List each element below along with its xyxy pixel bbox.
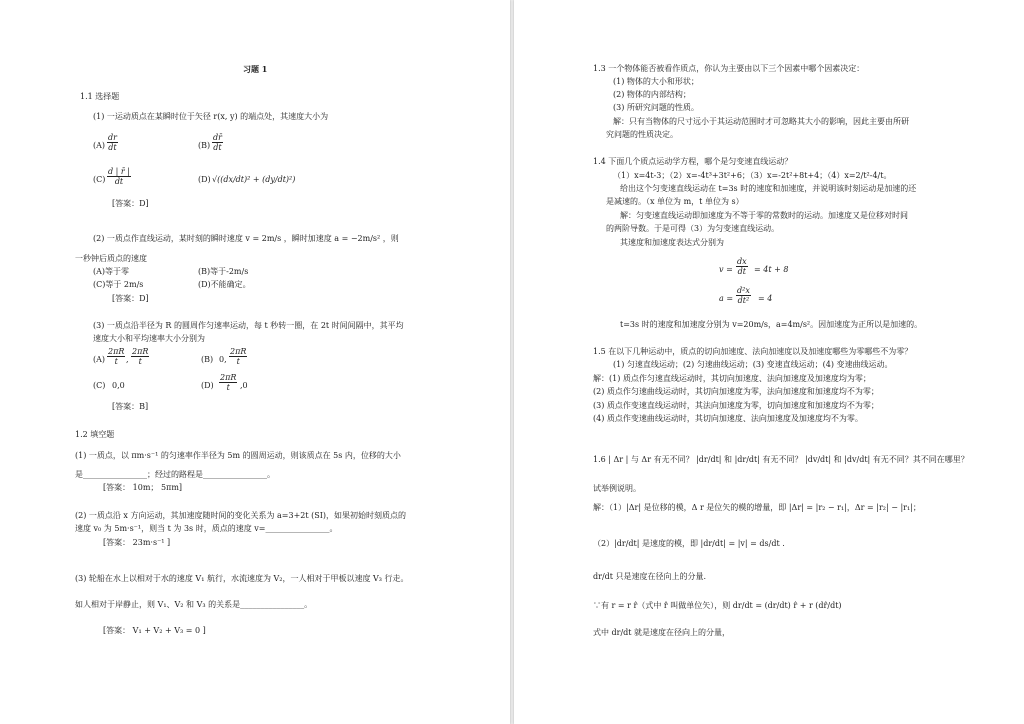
problem-1-3-answer-1: 解：只有当物体的尺寸远小于其运动范围时才可忽略其大小的影响，因此主要由所研 xyxy=(613,117,909,126)
problem-1-6-answer-5: 式中 dr/dt 就是速度在径向上的分量， xyxy=(593,628,731,637)
fill-1-answer: [答案： 10m； 5πm] xyxy=(103,483,183,492)
option-d-expression: √((dx/dt)² + (dy/dt)²) xyxy=(212,175,296,184)
velocity-eq-rhs: = 4t + 8 xyxy=(754,265,789,274)
option-d-suffix: ,0 xyxy=(240,381,248,390)
option-b-fraction: 2πR t xyxy=(230,347,247,366)
problem-1-6-answer-1: 解：（1）|Δr| 是位移的模，Δ r 是位矢的模的增量，即 |Δr| = |r₂ − r₁|，Δr = |r₂| − |r₁|； xyxy=(593,503,921,512)
option-c: (C)等于 2m/s xyxy=(93,280,144,289)
problem-1-3-item-2: (2) 物体的内部结构； xyxy=(613,90,691,99)
fill-3-line-2: 如人相对于岸静止，则 V₁、V₂ 和 V₃ 的关系是________________。 xyxy=(75,600,313,609)
problem-1-4-line-5: 解：匀变速直线运动即加速度为不等于零的常数时的运动。加速度又是位移对时间 xyxy=(620,211,908,220)
question-2-stem: (2) 一质点作直线运动，某时刻的瞬时速度 v = 2m/s ，瞬时加速度 a = −2m/s² ，则 xyxy=(93,234,399,243)
option-b-prefix: 0, xyxy=(219,355,227,364)
problem-1-5-stem: 1.5 在以下几种运动中，质点的切向加速度、法向加速度以及加速度哪些为零哪些不为零？ xyxy=(593,347,913,356)
option-c-label: (C) xyxy=(93,381,106,390)
option-b: (B)等于-2m/s xyxy=(198,267,249,276)
page-title: 习题 1 xyxy=(243,64,268,74)
problem-1-6-answer-2: （2）|dr/dt| 是速度的模，即 |dr/dt| = |v| = ds/dt . xyxy=(593,539,785,548)
option-b-fraction: dr̄ dt xyxy=(213,133,222,152)
question-2-answer: [答案：D] xyxy=(112,294,149,303)
option-d-label: (D) xyxy=(198,175,211,184)
option-b-label: (B) xyxy=(198,141,211,150)
fill-3-answer: [答案： V₁ + V₂ + V₃ = 0 ] xyxy=(103,626,206,635)
acceleration-eq-lhs: a = xyxy=(719,294,734,303)
option-a-label: (A) xyxy=(93,355,106,364)
option-d-label: (D) xyxy=(201,381,214,390)
fill-1-line-2: 是________________；经过的路程是________________。 xyxy=(75,470,275,479)
problem-1-3-item-3: (3) 所研究问题的性质。 xyxy=(613,103,699,112)
option-a-fraction: dr dt xyxy=(108,133,117,152)
problem-1-4-stem: 1.4 下面几个质点运动学方程，哪个是匀变速直线运动？ xyxy=(593,157,793,166)
problem-1-3-answer-2: 究问题的性质决定。 xyxy=(606,130,678,139)
option-a-fraction-1: 2πR t xyxy=(108,347,125,366)
left-page xyxy=(0,0,510,724)
fill-3-line-1: (3) 轮船在水上以相对于水的速度 V₁ 航行，水流速度为 V₂，一人相对于甲板以速度 V₃ 行走。 xyxy=(75,574,409,583)
option-a-fraction-2: 2πR t xyxy=(132,347,149,366)
problem-1-6-stem: 1.6 | Δr | 与 Δr 有无不同？ |dr/dt| 和 |dr/dt| 有无不同？ |dv/dt| 和 |dv/dt| 有无不同？其不同在哪里？ xyxy=(593,455,969,464)
section-heading-1-1: 1.1 选择题 xyxy=(80,92,120,101)
section-heading-1-2: 1.2 填空题 xyxy=(75,430,115,439)
option-a-separator: , xyxy=(126,355,129,364)
problem-1-4-line-6: 的两阶导数。于是可得（3）为匀变速直线运动。 xyxy=(606,224,780,233)
option-c-value: 0,0 xyxy=(112,381,125,390)
acceleration-eq-rhs: = 4 xyxy=(758,294,773,303)
problem-1-4-equations: （1）x=4t-3；（2）x=-4t³+3t²+6；（3）x=-2t²+8t+4；（4）x=2/t²-4/t。 xyxy=(613,171,892,180)
option-a: (A)等于零 xyxy=(93,267,130,276)
option-d: (D)不能确定。 xyxy=(198,280,251,289)
velocity-eq-lhs: v = xyxy=(719,265,733,274)
problem-1-6-answer-3: dr/dt 只是速度在径向上的分量. xyxy=(593,572,707,581)
problem-1-4-result: t=3s 时的速度和加速度分别为 v=20m/s，a=4m/s²。因加速度为正所以是加速的。 xyxy=(620,320,923,329)
option-a-label: (A) xyxy=(93,141,106,150)
problem-1-5-answer-4: (4) 质点作变速曲线运动时，其切向加速度、法向加速度及加速度均不为零。 xyxy=(593,414,863,423)
question-1-answer: [答案：D] xyxy=(112,199,149,208)
problem-1-4-line-3: 给出这个匀变速直线运动在 t=3s 时的速度和加速度，并说明该时刻运动是加速的还 xyxy=(620,184,917,193)
question-3-stem-cont: 速度大小和平均速率大小分别为 xyxy=(93,334,205,343)
problem-1-5-answer-3: (3) 质点作变速直线运动时，其法向加速度为零，切向加速度和加速度均不为零； xyxy=(593,401,879,410)
fill-2-answer: [答案： 23m·s⁻¹ ] xyxy=(103,538,171,547)
problem-1-5-answer-2: (2) 质点作匀速曲线运动时，其切向加速度为零，法向加速度和加速度均不为零； xyxy=(593,387,879,396)
problem-1-5-answer-1: 解：(1) 质点作匀速直线运动时，其切向加速度、法向加速度及加速度均为零； xyxy=(593,374,871,383)
fill-1-line-1: (1) 一质点，以 πm·s⁻¹ 的匀速率作半径为 5m 的圆周运动，则该质点在 5s 内，位移的大小 xyxy=(75,451,401,460)
fill-2-line-2: 速度 v₀ 为 5m·s⁻¹，则当 t 为 3s 时，质点的速度 v=________________。 xyxy=(75,524,338,533)
option-b-label: (B) xyxy=(201,355,214,364)
right-page xyxy=(514,0,1024,724)
problem-1-4-line-7: 其速度和加速度表达式分别为 xyxy=(620,238,724,247)
question-1-stem: (1) 一运动质点在某瞬时位于矢径 r(x, y) 的端点处，其速度大小为 xyxy=(93,112,329,121)
option-d-fraction: 2πR t xyxy=(220,373,237,392)
problem-1-3-item-1: (1) 物体的大小和形状； xyxy=(613,77,699,86)
problem-1-5-cases: (1) 匀速直线运动；(2) 匀速曲线运动；(3) 变速直线运动；(4) 变速曲线运动。 xyxy=(613,360,893,369)
problem-1-4-line-4: 是减速的。（x 单位为 m，t 单位为 s） xyxy=(606,197,744,206)
problem-1-6-stem-cont: 试举例说明。 xyxy=(593,484,641,493)
problem-1-6-answer-4: ∵有 r = r r̂（式中 r̂ 叫做单位矢），则 dr/dt = (dr/dt) r̂ + r (dr̂/dt) xyxy=(593,601,842,610)
question-2-stem-cont: 一秒钟后质点的速度 xyxy=(75,254,147,263)
option-c-label: (C) xyxy=(93,175,106,184)
problem-1-3-stem: 1.3 一个物体能否被看作质点，你认为主要由以下三个因素中哪个因素决定： xyxy=(593,64,865,73)
acceleration-eq-fraction: d²x dt² xyxy=(737,286,750,305)
option-c-fraction: d | r̄ | dt xyxy=(108,167,130,186)
fill-2-line-1: (2) 一质点沿 x 方向运动，其加速度随时间的变化关系为 a=3+2t (SI)，如果初始时刻质点的 xyxy=(75,511,407,520)
question-3-answer: [答案：B] xyxy=(112,402,149,411)
velocity-eq-fraction: dx dt xyxy=(737,257,747,276)
question-3-stem: (3) 一质点沿半径为 R 的圆周作匀速率运动，每 t 秒转一圈，在 2t 时间间隔中，其平均 xyxy=(93,321,404,330)
